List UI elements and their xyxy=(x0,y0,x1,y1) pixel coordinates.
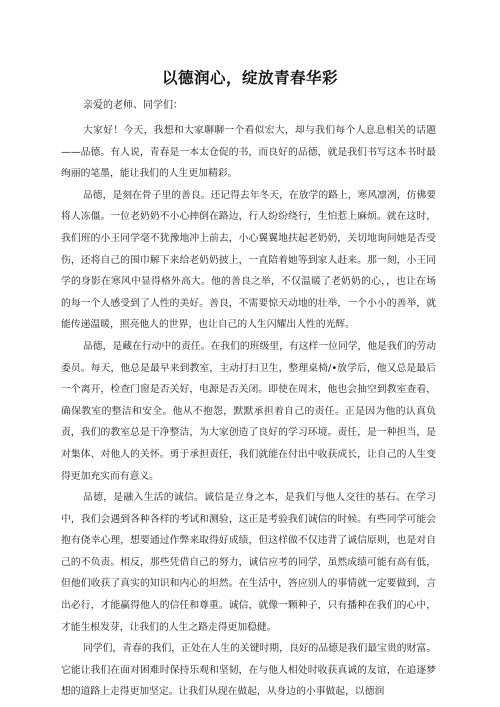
greeting: 亲爱的老师、同学们： xyxy=(83,100,183,111)
paragraph-responsibility: 品德，是藏在行动中的责任。在我们的班级里，有这样一位同学，他是我们的劳动委员。每天，他总是最早来到教室，主动打扫卫生，整理桌椅/•放学后，他又总是最后一个离开，检查门窗是否关好，电源是否关闭。即使在周末，他也会抽空到教室查看，确保教室的整洁和安全。他从不抱怨，默默承担着自己的责任。正是因为他的认真负责，我们的教室总是干净整洁，为大家创造了良好的学习环境。责任，是一种担当，是对集体、对他人的关怀。勇于承担责任，我们就能在付出中收获成长，让自己的人生变得更加充实而有意义。 xyxy=(61,340,436,482)
document-body xyxy=(61,120,436,703)
paragraph-intro: 大家好！今天，我想和大家聊聊一个看似宏大，却与我们每个人息息相关的话题——品德。有人说，青春是一本太仓促的书，而良好的品德，就是我们书写这本书时最绚丽的笔墨，能让我们的人生更加精彩。 xyxy=(61,125,436,180)
paragraph-conclusion: 同学们，青春的我们，正处在人生的关键时期，良好的品德是我们最宝贵的财富。它能让我们在面对困难时保持乐观和坚韧，在与他人相处时收获真诚的友谊，在追逐梦想的道路上走得更加坚定。让我们从现在做起，从身边的小事做起，以德润 xyxy=(61,643,436,698)
paragraph-integrity: 品德，是融入生活的诚信。诚信是立身之本，是我们与他人交往的基石。在学习中，我们会遇到各种各样的考试和测验，这正是考验我们诚信的时候。有些同学可能会抱有侥幸心理，想要通过作弊来取得好成绩，但这样做不仅违背了诚信原则，也是对自己的不负责。相反，那些凭借自己的努力，诚信应考的同学，虽然成绩可能有高有低，但他们收获了真实的知识和内心的坦然。在生活中，答应别人的事情就一定要做到，言出必行，才能赢得他人的信任和尊重。诚信，就像一颗种子，只有播种在我们的心中，才能生根发芽，让我们的人生之路走得更加稳健。 xyxy=(61,492,436,633)
page-title: 以德润心，绽放青春华彩 xyxy=(161,69,338,87)
paragraph-kindness: 品德，是刻在骨子里的善良。还记得去年冬天，在放学的路上，寒风凛冽，仿佛要将人冻僵。一位老奶奶不小心摔倒在路边，行人纷纷绕行，生怕惹上麻烦。就在这时，我们班的小王同学毫不犹豫地冲上前去，小心翼翼地扶起老奶奶，关切地询问她是否受伤，还将自己的围巾解下来给老奶奶披上，一直陪着她等到家人赶来。那一刻，小王同学的身影在寒风中显得格外高大。他的善良之举，不仅温暖了老奶奶的心，，也让在场的每一个人感受到了人性的美好。善良，不需要惊天动地的壮举，一个小小的善举，就能传递温暖，照亮他人的世界，也让自己的人生闪耀出人性的光辉。 xyxy=(61,189,436,331)
